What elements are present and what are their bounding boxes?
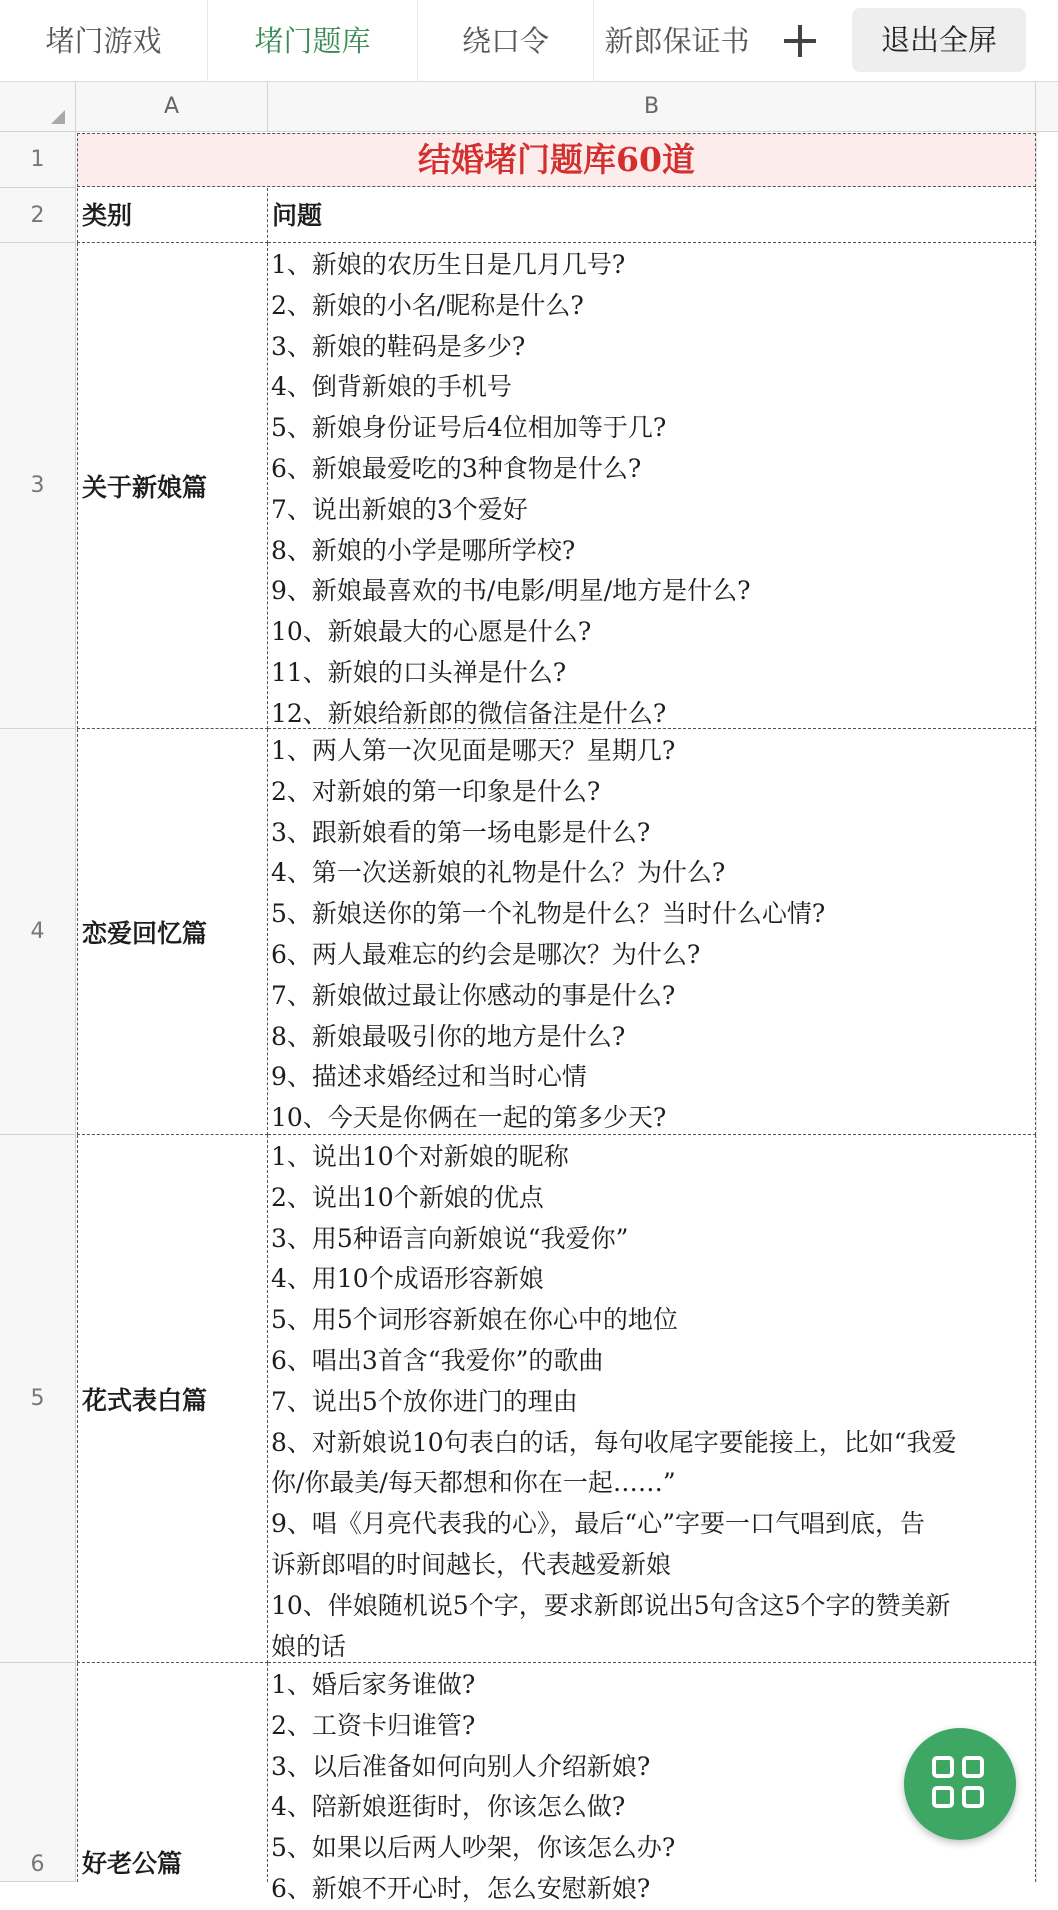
category-cell[interactable]: 花式表白篇: [77, 1135, 268, 1663]
question-line: 2、工资卡归谁管?: [271, 1710, 476, 1740]
category-cell[interactable]: 好老公篇: [77, 1663, 268, 1882]
question-line: 6、唱出3首含“我爱你”的歌曲: [271, 1345, 604, 1375]
question-line: 1、两人第一次见面是哪天？星期几?: [271, 736, 676, 765]
question-line: 1、说出10个对新娘的昵称: [271, 1142, 569, 1171]
question-line: 6、新娘不开心时，怎么安慰新娘?: [271, 1873, 651, 1903]
question-line: 诉新郎唱的时间越长，代表越爱新娘: [271, 1549, 672, 1579]
category-cell[interactable]: 恋爱回忆篇: [77, 729, 268, 1135]
question-line: 5、新娘身份证号后4位相加等于几?: [271, 413, 667, 443]
question-line: 12、新娘给新郎的微信备注是什么?: [271, 698, 667, 728]
apps-grid-button[interactable]: [904, 1728, 1016, 1840]
row-header-3[interactable]: 3: [0, 243, 76, 729]
corner-triangle-icon: [51, 110, 65, 124]
column-header-a[interactable]: A: [76, 82, 268, 132]
plus-icon[interactable]: [772, 15, 828, 67]
question-cell[interactable]: [268, 1135, 1036, 1663]
question-line: 9、新娘最喜欢的书/电影/明星/地方是什么?: [271, 576, 751, 606]
sheet-tab-bar: [0, 0, 1058, 82]
question-line: 4、陪新娘逛街时，你该怎么做?: [271, 1792, 626, 1822]
sheet-right-gutter: [1036, 132, 1058, 1882]
sheet-title-cell[interactable]: 结婚堵门题库60道: [77, 133, 1036, 187]
question-line: 1、婚后家务谁做?: [271, 1670, 476, 1699]
question-line: 9、唱《月亮代表我的心》，最后“心”字要一口气唱到底，告: [271, 1509, 925, 1539]
question-line: 4、第一次送新娘的礼物是什么？为什么?: [271, 858, 726, 888]
row-header-4[interactable]: 4: [0, 729, 76, 1135]
question-line: 8、对新娘说10句表白的话，每句收尾字要能接上，比如“我爱: [271, 1427, 957, 1457]
exit-fullscreen-button[interactable]: 退出全屏: [852, 8, 1026, 72]
question-line: 7、新娘做过最让你感动的事是什么?: [271, 980, 676, 1010]
tab-question-bank[interactable]: 堵门题库: [208, 0, 418, 82]
question-cell[interactable]: [268, 729, 1036, 1135]
question-line: 2、对新娘的第一印象是什么?: [271, 776, 601, 806]
header-cell-category[interactable]: 类别: [77, 188, 268, 243]
question-line: 6、新娘最爱吃的3种食物是什么?: [271, 453, 642, 483]
column-header-bar: [0, 82, 1058, 132]
question-line: 7、说出新娘的3个爱好: [271, 494, 528, 524]
question-line: 9、描述求婚经过和当时心情: [271, 1062, 587, 1092]
select-all-corner[interactable]: [0, 82, 76, 132]
header-cell-question[interactable]: 问题: [268, 188, 1036, 243]
question-line: 2、说出10个新娘的优点: [271, 1182, 544, 1212]
question-line: 11、新娘的口头禅是什么?: [271, 657, 567, 687]
question-line: 5、新娘送你的第一个礼物是什么？当时什么心情?: [271, 899, 826, 929]
question-line: 3、以后准备如何向别人介绍新娘?: [271, 1751, 651, 1781]
question-line: 8、新娘最吸引你的地方是什么?: [271, 1021, 626, 1051]
tab-tongue-twisters[interactable]: 绕口令: [418, 0, 594, 82]
question-line: 4、用10个成语形容新娘: [271, 1264, 544, 1294]
question-line: 你/你最美/每天都想和你在一起……”: [271, 1468, 676, 1498]
tab-groom-pledge[interactable]: 新郎保证书: [604, 24, 750, 58]
column-header-b[interactable]: B: [268, 82, 1036, 132]
question-line: 3、新娘的鞋码是多少?: [271, 331, 526, 361]
question-line: 3、跟新娘看的第一场电影是什么?: [271, 817, 651, 847]
question-line: 10、伴娘随机说5个字，要求新郎说出5句含这5个字的赞美新: [271, 1590, 951, 1620]
question-line: 7、说出5个放你进门的理由: [271, 1386, 578, 1416]
question-cell[interactable]: [268, 243, 1036, 729]
question-line: 5、如果以后两人吵架，你该怎么办?: [271, 1833, 676, 1863]
row-header-1[interactable]: 1: [0, 132, 76, 188]
question-line: 6、两人最难忘的约会是哪次？为什么?: [271, 939, 701, 969]
row-header-5[interactable]: 5: [0, 1135, 76, 1663]
row-header-2[interactable]: 2: [0, 188, 76, 243]
question-line: 娘的话: [271, 1631, 347, 1661]
question-line: 4、倒背新娘的手机号: [271, 372, 512, 402]
category-cell[interactable]: 关于新娘篇: [77, 243, 268, 729]
tab-door-games[interactable]: 堵门游戏: [0, 0, 208, 82]
question-line: 10、新娘最大的心愿是什么?: [271, 617, 592, 647]
question-line: 1、新娘的农历生日是几月几号?: [271, 250, 626, 279]
question-line: 8、新娘的小学是哪所学校?: [271, 535, 576, 565]
row-header-6[interactable]: 6: [0, 1663, 76, 1882]
question-line: 3、用5种语言向新娘说“我爱你”: [271, 1223, 629, 1253]
question-line: 2、新娘的小名/昵称是什么?: [271, 290, 584, 320]
question-line: 5、用5个词形容新娘在你心中的地位: [271, 1305, 678, 1335]
question-line: 10、今天是你俩在一起的第多少天?: [271, 1103, 667, 1133]
